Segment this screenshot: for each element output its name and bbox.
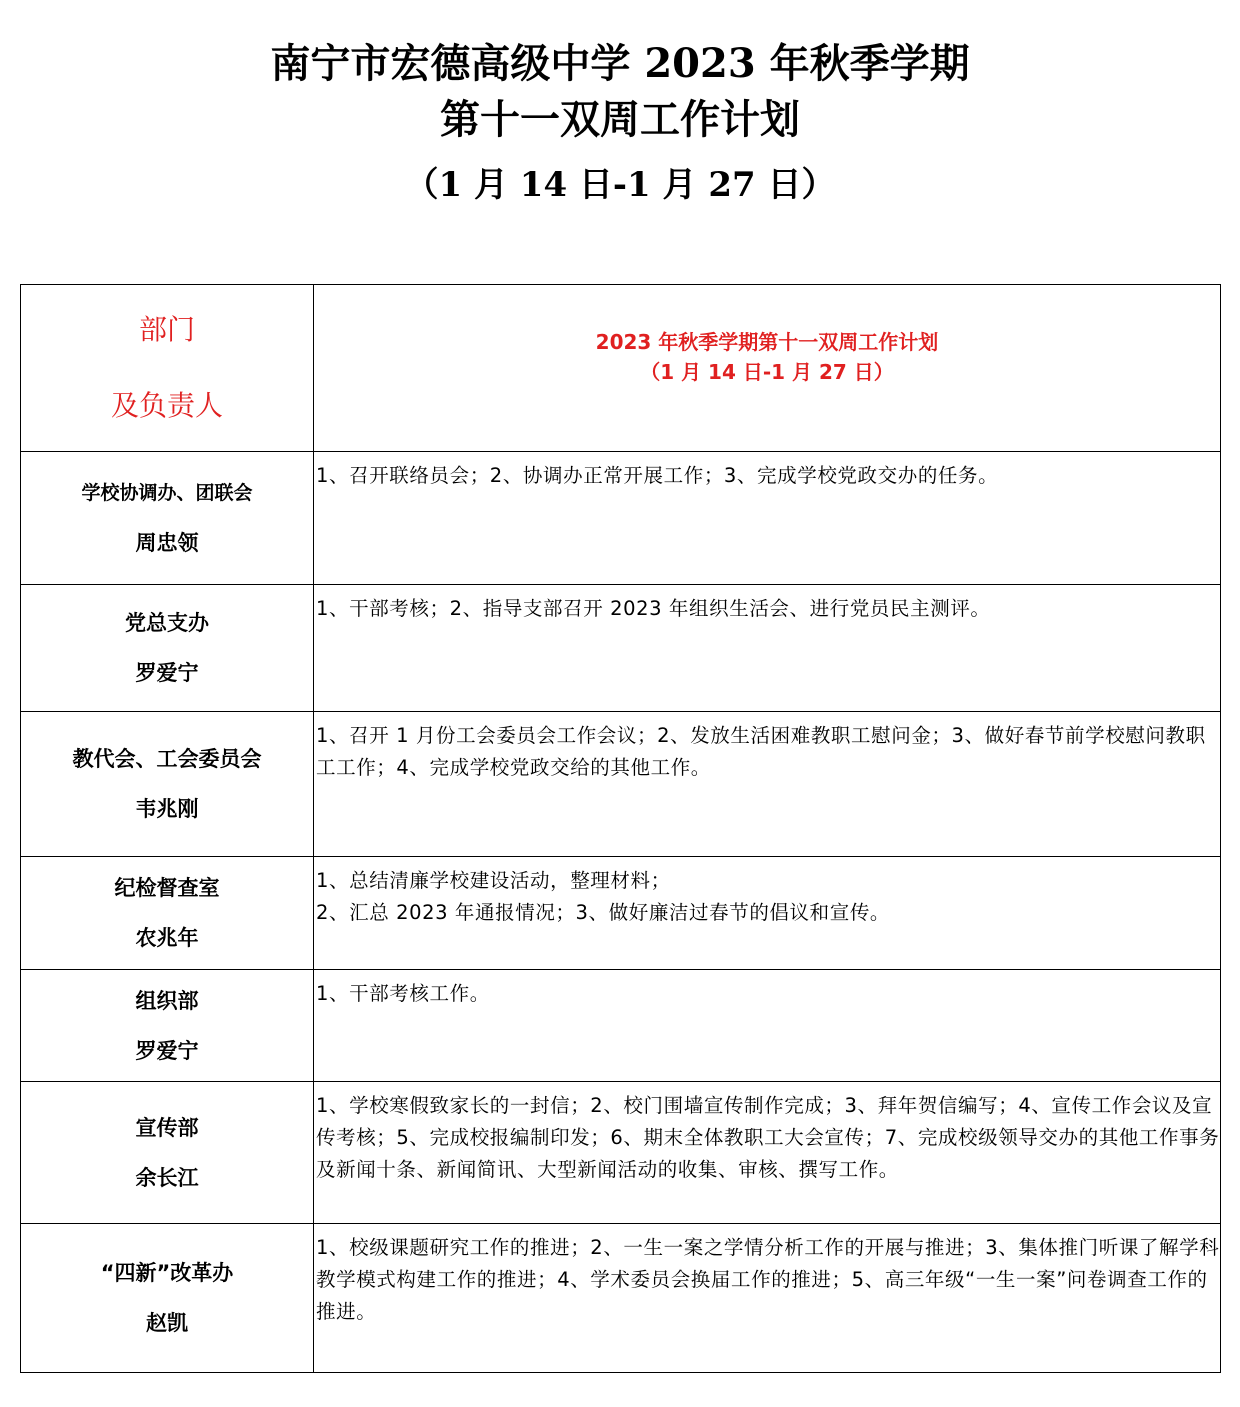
dept-person: 农兆年 xyxy=(135,926,199,950)
plan-cell xyxy=(314,712,1221,857)
dept-name: 教代会、工会委员会 xyxy=(72,747,262,771)
header-person-label: 及负责人 xyxy=(110,389,223,422)
dept-name: 组织部 xyxy=(135,988,199,1013)
table-row xyxy=(21,970,1221,1082)
dept-person: 余长江 xyxy=(135,1165,199,1190)
dept-cell xyxy=(21,1082,314,1224)
plan-cell xyxy=(314,585,1221,712)
dept-person: 赵凯 xyxy=(146,1311,188,1335)
header-dept-cell xyxy=(21,285,314,452)
header-plan-title: 2023 年秋季学期第十一双周工作计划 xyxy=(595,330,939,354)
dept-name: “四新”改革办 xyxy=(100,1261,234,1285)
header-dept-label: 部门 xyxy=(138,313,195,346)
table-row xyxy=(21,1082,1221,1224)
plan-text: 1、学校寒假致家长的一封信；2、校门围墙宣传制作完成；3、拜年贺信编写；4、宣传工作会议及宣传考核；5、完成校报编制印发；6、期末全体教职工大会宣传；7、完成校级领导交办的其他工作事务及新闻十条、新闻简讯、大型新闻活动的收集、审核、撰写工作。 xyxy=(316,1094,1220,1181)
plan-cell xyxy=(314,1082,1221,1224)
table-row xyxy=(21,452,1221,585)
dept-cell xyxy=(21,857,314,970)
dept-cell xyxy=(21,585,314,712)
dept-person: 周忠领 xyxy=(135,531,199,555)
dept-person: 韦兆刚 xyxy=(135,797,199,821)
plan-cell xyxy=(314,970,1221,1082)
plan-text: 1、干部考核工作。 xyxy=(316,982,490,1005)
plan-text: 1、召开联络员会；2、协调办正常开展工作；3、完成学校党政交办的任务。 xyxy=(316,464,999,487)
title-line-1: 南宁市宏德高级中学 2023 年秋季学期 xyxy=(270,40,970,87)
header-plan-dates: （1 月 14 日-1 月 27 日） xyxy=(640,360,894,384)
dept-cell xyxy=(21,1224,314,1373)
plan-text: 1、干部考核；2、指导支部召开 2023 年组织生活会、进行党员民主测评。 xyxy=(316,597,991,620)
dept-name: 宣传部 xyxy=(135,1115,199,1140)
table-row xyxy=(21,585,1221,712)
title-line-2: 第十一双周工作计划 xyxy=(440,96,800,143)
plan-text: 1、校级课题研究工作的推进；2、一生一案之学情分析工作的开展与推进；3、集体推门听课了解学科教学模式构建工作的推进；4、学术委员会换届工作的推进；5、高三年级“一生一案”问卷调查工作的推进。 xyxy=(316,1236,1220,1323)
dept-cell xyxy=(21,712,314,857)
dept-person: 罗爱宁 xyxy=(135,661,199,685)
plan-text: 1、召开 1 月份工会委员会工作会议；2、发放生活困难教职工慰问金；3、做好春节前学校慰问教职工工作；4、完成学校党政交给的其他工作。 xyxy=(316,724,1206,779)
dept-cell xyxy=(21,970,314,1082)
table-row xyxy=(21,857,1221,970)
plan-cell xyxy=(314,857,1221,970)
work-plan-table xyxy=(20,284,1221,1373)
table-header-row xyxy=(21,285,1221,452)
table-row xyxy=(21,712,1221,857)
dept-person: 罗爱宁 xyxy=(135,1038,199,1063)
dept-name: 学校协调办、团联会 xyxy=(81,482,253,504)
plan-text-line: 1、总结清廉学校建设活动，整理材料； xyxy=(316,869,671,892)
plan-cell xyxy=(314,452,1221,585)
plan-cell xyxy=(314,1224,1221,1373)
plan-text-line: 2、汇总 2023 年通报情况；3、做好廉洁过春节的倡议和宣传。 xyxy=(316,901,891,924)
dept-name: 纪检督查室 xyxy=(114,876,220,900)
dept-cell xyxy=(21,452,314,585)
dept-name: 党总支办 xyxy=(125,611,209,635)
document-title xyxy=(0,36,1240,210)
header-plan-cell xyxy=(314,285,1221,452)
table-row xyxy=(21,1224,1221,1373)
title-date-range: （1 月 14 日-1 月 27 日） xyxy=(404,165,836,205)
